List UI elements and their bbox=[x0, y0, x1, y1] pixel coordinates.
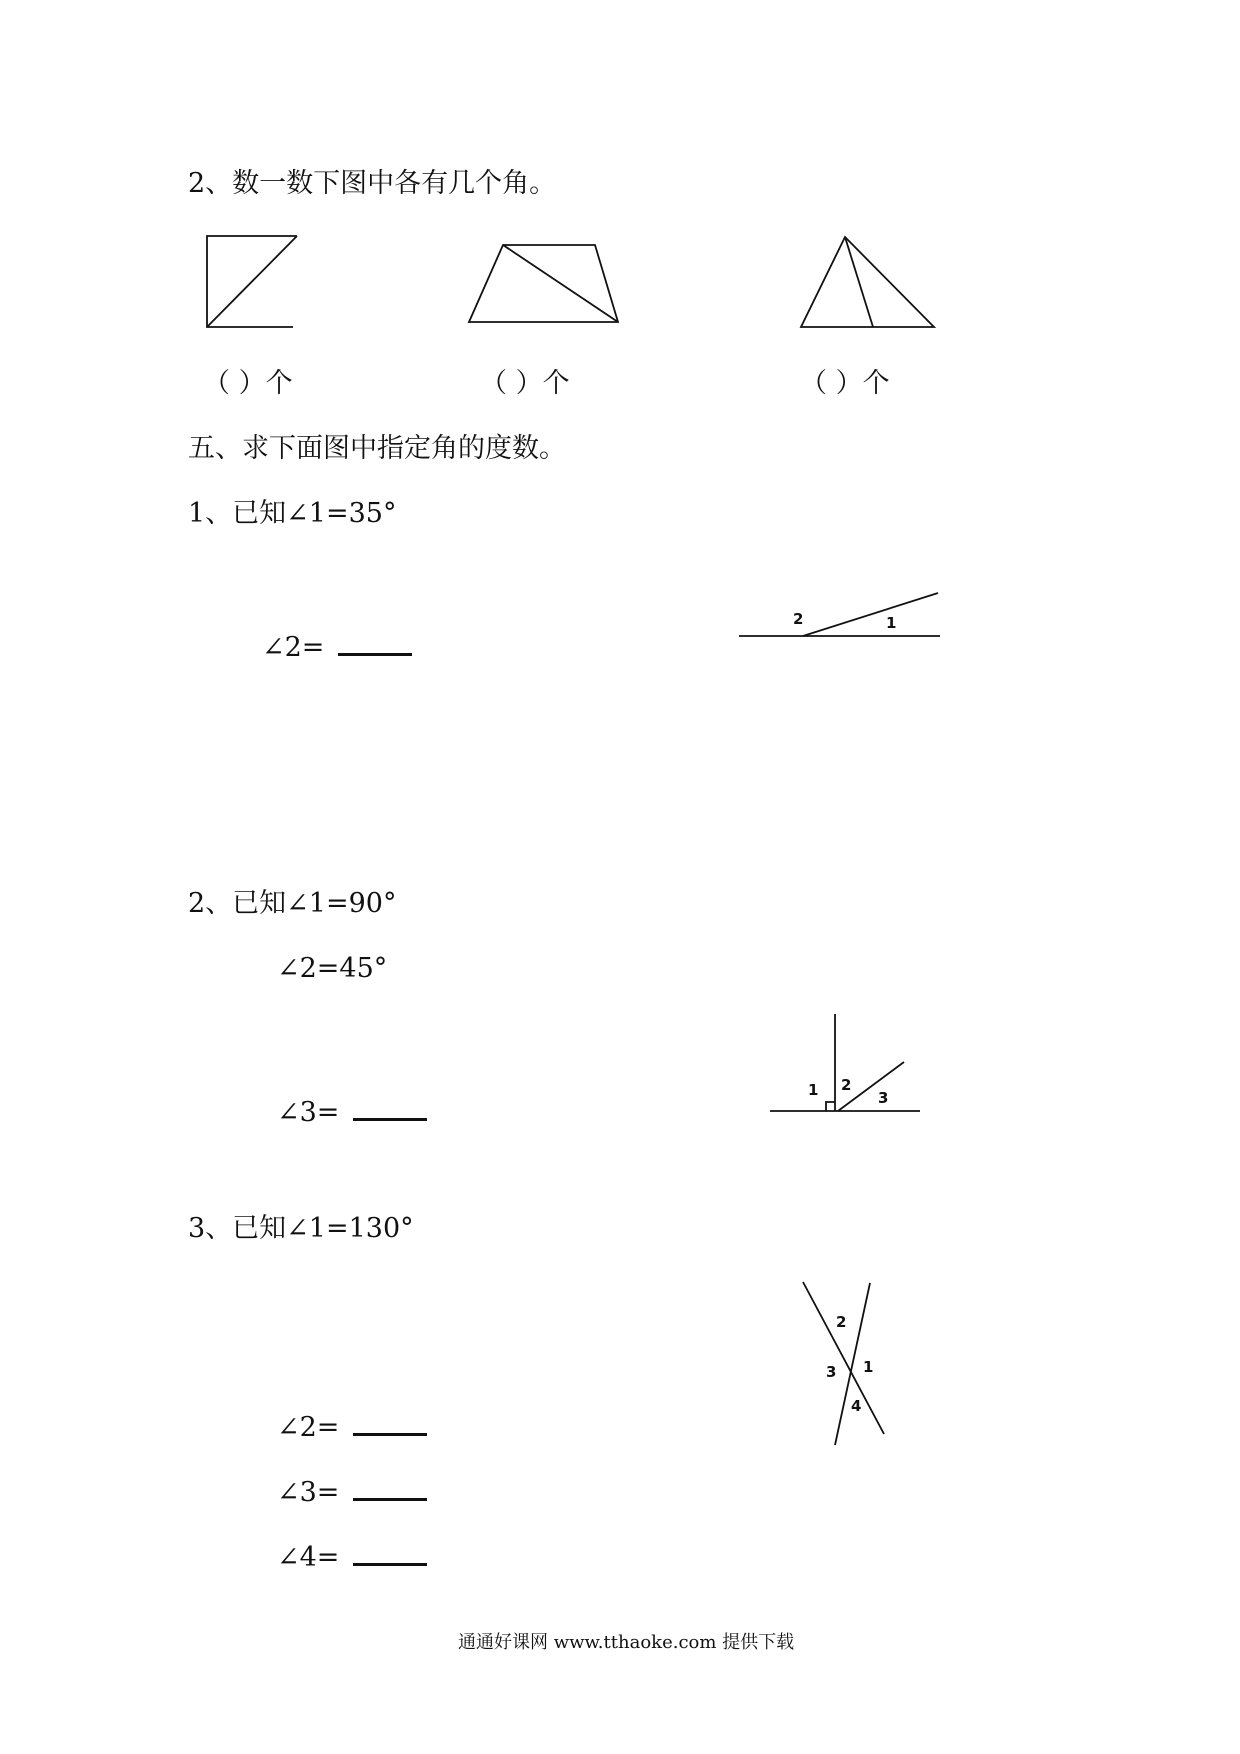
question-2-title: 2、数一数下图中各有几个角。 bbox=[188, 168, 557, 199]
q1-given: 1、已知∠1=35° bbox=[188, 498, 397, 529]
q3-ask-label-2: ∠2= bbox=[277, 1412, 340, 1443]
angle-label-1: 1 bbox=[863, 1358, 874, 1376]
figure-q1-angles bbox=[739, 593, 940, 636]
q1-ask-label: ∠2= bbox=[262, 632, 325, 663]
q2-given-2: ∠2=45° bbox=[277, 953, 388, 984]
q2-given: 2、已知∠1=90° bbox=[188, 888, 397, 919]
answer-blank-2[interactable]: （ ）个 bbox=[480, 368, 570, 399]
q3-ask-label-3: ∠3= bbox=[277, 1477, 340, 1508]
page-footer: 通通好课网 www.tthaoke.com 提供下载 bbox=[458, 1632, 795, 1653]
q3-answer-blank-2[interactable] bbox=[353, 1413, 427, 1436]
angle-label-2: 2 bbox=[841, 1076, 852, 1094]
q3-ask-2 bbox=[277, 1413, 427, 1441]
q1-answer-blank[interactable] bbox=[338, 633, 412, 656]
q3-answer-blank-3[interactable] bbox=[353, 1478, 427, 1501]
figure-q2-angles bbox=[770, 1014, 920, 1111]
figure-q3-angles bbox=[803, 1282, 884, 1445]
section-5-title: 五、求下面图中指定角的度数。 bbox=[188, 433, 566, 464]
q3-given: 3、已知∠1=130° bbox=[188, 1213, 414, 1244]
angle-label-2: 2 bbox=[836, 1313, 847, 1331]
q3-ask-label-4: ∠4= bbox=[277, 1542, 340, 1573]
figure-triangle bbox=[801, 237, 934, 327]
figure-square-diagonal bbox=[207, 236, 297, 327]
angle-label-3: 3 bbox=[878, 1089, 889, 1107]
angle-label-3: 3 bbox=[826, 1363, 837, 1381]
angle-label-1: 1 bbox=[808, 1081, 819, 1099]
angle-label-2: 2 bbox=[793, 610, 804, 628]
q2-ask-label: ∠3= bbox=[277, 1097, 340, 1128]
q3-ask-4 bbox=[277, 1543, 427, 1571]
q2-answer-blank[interactable] bbox=[353, 1098, 427, 1121]
q3-answer-blank-4[interactable] bbox=[353, 1543, 427, 1566]
angle-label-1: 1 bbox=[886, 614, 897, 632]
q2-ask bbox=[277, 1098, 427, 1126]
answer-blank-3[interactable]: （ ）个 bbox=[800, 368, 890, 399]
answer-blank-1[interactable]: （ ）个 bbox=[203, 368, 293, 399]
q1-ask bbox=[262, 633, 412, 661]
angle-label-4: 4 bbox=[851, 1397, 862, 1415]
q3-ask-3 bbox=[277, 1478, 427, 1506]
figure-trapezoid bbox=[469, 245, 618, 322]
